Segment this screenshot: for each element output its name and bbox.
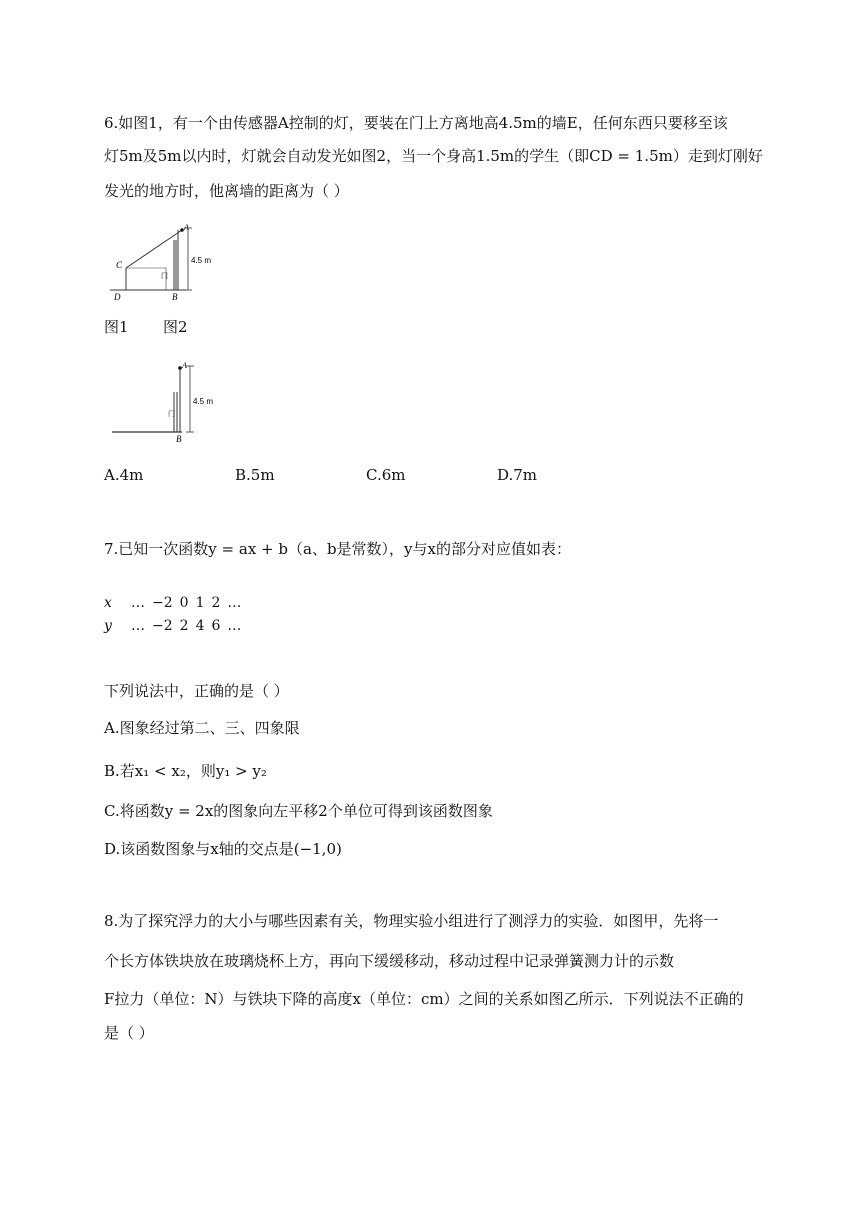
q6-line-2: 灯5m及5m以内时，灯就会自动发光如图2，当一个身高1.5m的学生（即CD = 1.5m）走到灯刚好 — [104, 147, 763, 165]
figure-1-caption: 图1 — [104, 318, 129, 336]
q6-line-3: 发光的地方时，他离墙的距离为（ ） — [104, 182, 349, 200]
figure-2-caption: 图2 — [163, 318, 188, 336]
q8-line-4: 是（ ） — [104, 1024, 154, 1042]
figure-2-diagram — [108, 358, 228, 444]
table-cell: … — [131, 595, 145, 611]
q8-line-1: 8.为了探究浮力的大小与哪些因素有关，物理实验小组进行了测浮力的实验．如图甲，先将一 — [104, 912, 719, 930]
table-cell: 2 — [211, 595, 221, 611]
table-cell: 6 — [211, 618, 221, 634]
q7-prompt: 下列说法中，正确的是（ ） — [104, 682, 289, 700]
table-row — [104, 592, 248, 615]
fig2-door-label: 门 — [168, 410, 175, 418]
q7-value-table — [104, 592, 248, 638]
fig1-label-b: B — [172, 292, 178, 302]
table-cell: 0 — [179, 595, 189, 611]
table-cell: 2 — [179, 618, 189, 634]
q7-option-b: B.若x₁ < x₂，则y₁ > y₂ — [104, 762, 267, 780]
q7-stem: 7.已知一次函数y = ax + b（a、b是常数），y与x的部分对应值如表： — [104, 540, 571, 558]
table-cell: … — [227, 595, 242, 611]
table-cell: −2 — [152, 595, 173, 611]
fig1-door-label: 门 — [161, 272, 168, 280]
q7-option-c: C.将函数y = 2x的图象向左平移2个单位可得到该函数图象 — [104, 802, 493, 820]
figure-1-diagram — [104, 218, 224, 302]
table-row — [104, 615, 248, 638]
q7-option-d: D.该函数图象与x轴的交点是(−1,0) — [104, 840, 342, 858]
table-cell: x — [104, 595, 112, 611]
table-cell: y — [104, 618, 112, 634]
fig1-height-label: 4.5 m — [191, 256, 212, 265]
q6-option-d: D.7m — [497, 466, 538, 484]
table-cell: … — [227, 618, 242, 634]
fig1-label-a: A — [184, 223, 189, 232]
q6-option-a: A.4m — [104, 466, 144, 484]
q8-line-2: 个长方体铁块放在玻璃烧杯上方，再向下缓缓移动，移动过程中记录弹簧测力计的示数 — [104, 952, 675, 970]
q6-option-b: B.5m — [235, 466, 275, 484]
fig2-label-a: A — [182, 361, 187, 370]
fig2-label-b: B — [176, 434, 182, 444]
q8-line-3: F拉力（单位：N）与铁块下降的高度x（单位：cm）之间的关系如图乙所示．下列说法不正确的 — [104, 990, 744, 1008]
q6-line-1: 6.如图1，有一个由传感器A控制的灯，要装在门上方离地高4.5m的墙E，任何东西只要移至该 — [104, 114, 728, 132]
fig1-label-c: C — [116, 260, 123, 270]
table-cell: … — [131, 618, 145, 634]
q6-option-c: C.6m — [366, 466, 406, 484]
fig1-label-d: D — [114, 292, 121, 302]
fig2-height-label: 4.5 m — [193, 397, 214, 406]
q7-option-a: A.图象经过第二、三、四象限 — [104, 719, 300, 737]
table-cell: 4 — [195, 618, 205, 634]
table-cell: −2 — [152, 618, 173, 634]
table-cell: 1 — [195, 595, 205, 611]
